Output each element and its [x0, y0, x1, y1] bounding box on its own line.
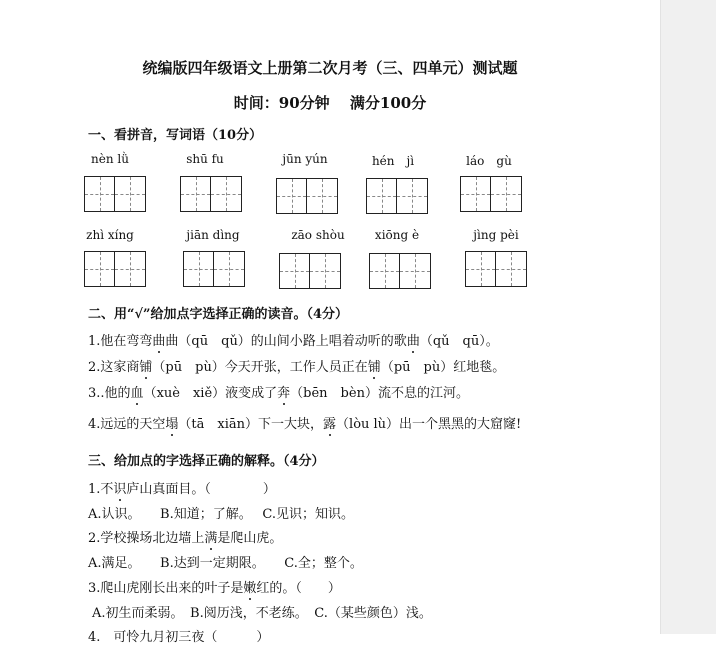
writing-grid[interactable]: [84, 251, 146, 287]
writing-grid[interactable]: [276, 178, 338, 214]
scrollbar-area[interactable]: [660, 0, 716, 634]
writing-grid[interactable]: [180, 176, 242, 212]
writing-grid[interactable]: [84, 176, 146, 212]
pinyin-label: shū fu: [186, 152, 224, 166]
question-line: 1.不识庐山真面目。（ ）: [88, 482, 276, 497]
question-line: 4.远远的天空塌（tā xiān）下一大块，露（lòu lù）出一个黑黑的大窟窿!: [88, 417, 522, 432]
pinyin-label: xiōng è: [374, 228, 420, 242]
section-1-heading: 一、看拼音，写词语（10分）: [88, 128, 263, 143]
pinyin-label: nèn lǜ: [91, 152, 129, 166]
writing-grid[interactable]: [279, 253, 341, 289]
writing-grid[interactable]: [366, 178, 428, 214]
pinyin-label: jìng pèi: [473, 228, 519, 242]
pinyin-label: hén jì: [371, 154, 415, 168]
section-3-heading: 三、给加点的字选择正确的解释。（4分）: [88, 454, 325, 469]
writing-grid[interactable]: [465, 251, 527, 287]
question-line: 1.他在弯弯曲曲（qū qǔ）的山间小路上唱着动听的歌曲（qǔ qū）。: [88, 334, 499, 349]
pinyin-label: zhì xíng: [86, 228, 134, 242]
options-line: A.初生而柔弱。 B.阅历浅，不老练。 C.（某些颜色）浅。: [92, 606, 432, 621]
pinyin-label: zāo shòu: [291, 228, 345, 242]
pinyin-label: jūn yún: [282, 152, 328, 166]
pinyin-label: jiān dìng: [186, 228, 240, 242]
writing-grid[interactable]: [369, 253, 431, 289]
question-line: 2.这家商铺（pū pù）今天开张，工作人员正在铺（pū pù）红地毯。: [88, 360, 506, 375]
page-subtitle: 时间：90分钟 满分100分: [233, 94, 427, 112]
question-line: 3.爬山虎刚长出来的叶子是嫩红的。（ ）: [88, 581, 341, 596]
options-line: A.认识。 B.知道；了解。 C.见识；知识。: [88, 507, 354, 522]
question-line: 2.学校操场北边墙上满是爬山虎。: [88, 531, 283, 546]
question-line: 3..他的血（xuè xiě）液变成了奔（bēn bèn）流不息的江河。: [88, 386, 469, 401]
writing-grid[interactable]: [183, 251, 245, 287]
section-2-heading: 二、用“√”给加点字选择正确的读音。（4分）: [88, 307, 349, 322]
question-line: 4. 可怜九月初三夜（ ）: [88, 630, 270, 645]
writing-grid[interactable]: [460, 176, 522, 212]
options-line: A.满足。 B.达到一定期限。 C.全；整个。: [88, 556, 363, 571]
pinyin-label: láo gù: [466, 154, 512, 168]
page-title: 统编版四年级语文上册第二次月考（三、四单元）测试题: [142, 59, 518, 77]
